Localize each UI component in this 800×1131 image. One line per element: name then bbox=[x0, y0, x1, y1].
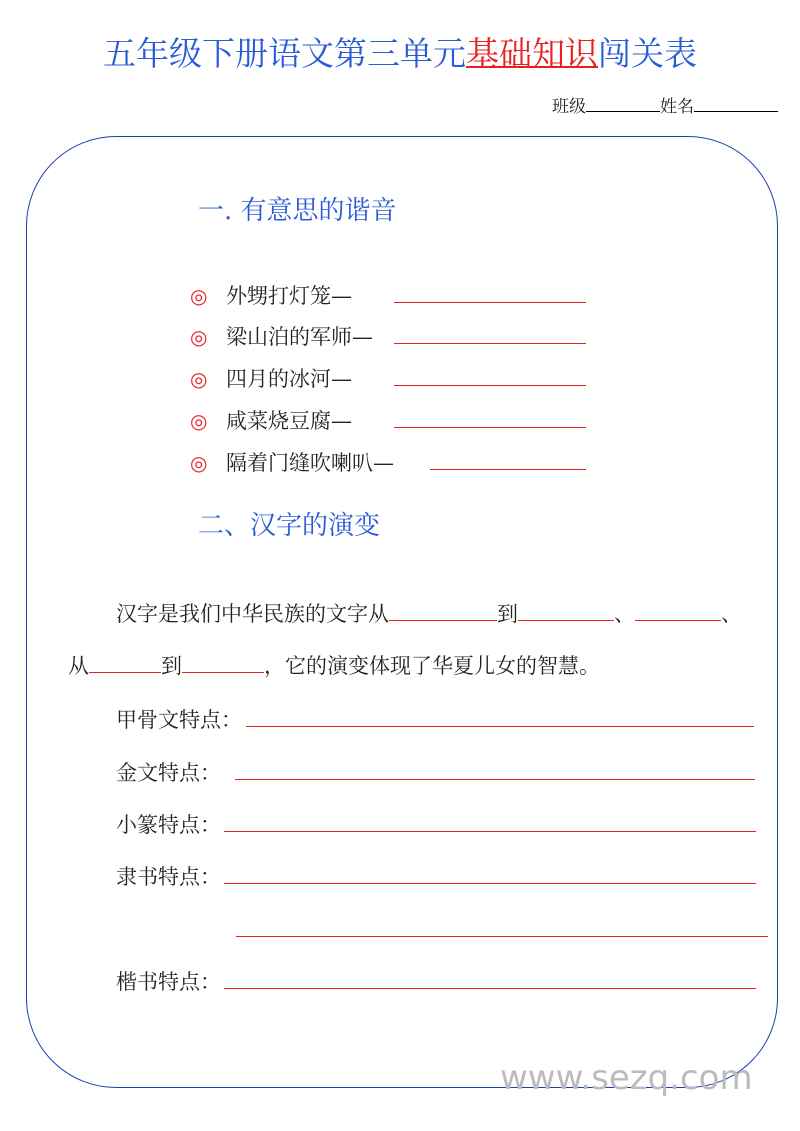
item-text: 外甥打灯笼— bbox=[226, 284, 352, 308]
class-label: 班级 bbox=[552, 97, 586, 117]
section2-heading: 二、汉字的演变 bbox=[198, 511, 381, 541]
item-text: 隔着门缝吹喇叭— bbox=[226, 451, 394, 475]
para-text: 从 bbox=[68, 654, 89, 678]
title-part2: 闯关表 bbox=[598, 34, 697, 73]
answer-field[interactable] bbox=[518, 606, 614, 621]
feature-row bbox=[116, 704, 754, 734]
bullet-icon: ◎ bbox=[190, 409, 208, 433]
feature-row bbox=[116, 861, 756, 891]
feature-label: 甲骨文特点： bbox=[116, 708, 242, 732]
para-text: 汉字是我们中华民族的文字从 bbox=[116, 602, 389, 626]
feature-row bbox=[116, 809, 756, 839]
name-field[interactable] bbox=[694, 97, 778, 112]
answer-field[interactable] bbox=[394, 371, 586, 386]
bullet-icon: ◎ bbox=[190, 325, 208, 349]
answer-field[interactable] bbox=[236, 922, 768, 937]
answer-field[interactable] bbox=[394, 413, 586, 428]
answer-field[interactable] bbox=[89, 658, 161, 673]
answer-field[interactable] bbox=[224, 869, 756, 884]
answer-field[interactable] bbox=[394, 288, 586, 303]
item-text: 咸菜烧豆腐— bbox=[226, 409, 352, 433]
answer-field[interactable] bbox=[182, 658, 264, 673]
feature-label: 小篆特点： bbox=[116, 813, 221, 837]
answer-field[interactable] bbox=[389, 606, 497, 621]
title-highlight: 基础知识 bbox=[466, 34, 598, 73]
list-item bbox=[190, 363, 586, 393]
item-text: 四月的冰河— bbox=[226, 367, 352, 391]
page-title bbox=[0, 28, 800, 75]
para-text: ，它的演变体现了华夏儿女的智慧。 bbox=[264, 654, 600, 678]
answer-field[interactable] bbox=[235, 765, 755, 780]
answer-field[interactable] bbox=[224, 974, 756, 989]
answer-field[interactable] bbox=[635, 606, 721, 621]
feature-label: 隶书特点： bbox=[116, 865, 221, 889]
name-label: 姓名 bbox=[660, 97, 694, 117]
feature-label: 金文特点： bbox=[116, 761, 221, 785]
item-text: 梁山泊的军师— bbox=[226, 325, 373, 349]
answer-field[interactable] bbox=[224, 817, 756, 832]
feature-row bbox=[116, 966, 756, 996]
bullet-icon: ◎ bbox=[190, 284, 208, 308]
answer-field[interactable] bbox=[394, 329, 586, 344]
feature-label: 楷书特点： bbox=[116, 970, 221, 994]
title-part1: 五年级下册语文第三单元 bbox=[103, 34, 466, 73]
para-text: 、 bbox=[614, 602, 635, 626]
feature-row bbox=[116, 757, 755, 787]
para-text: 到 bbox=[161, 654, 182, 678]
answer-field[interactable] bbox=[246, 712, 754, 727]
class-field[interactable] bbox=[586, 97, 660, 112]
student-info bbox=[552, 92, 778, 117]
para-text: 、 bbox=[721, 602, 742, 626]
paragraph-line1 bbox=[116, 598, 742, 628]
list-item bbox=[190, 405, 586, 435]
para-text: 到 bbox=[497, 602, 518, 626]
bullet-icon: ◎ bbox=[190, 451, 208, 475]
list-item bbox=[190, 280, 586, 310]
watermark: www.sezq.com bbox=[500, 1058, 753, 1098]
paragraph-line2 bbox=[68, 650, 600, 680]
list-item bbox=[190, 447, 586, 477]
bullet-icon: ◎ bbox=[190, 367, 208, 391]
list-item bbox=[190, 321, 586, 351]
answer-field[interactable] bbox=[430, 455, 586, 470]
section1-heading: 一. 有意思的谐音 bbox=[198, 196, 397, 226]
